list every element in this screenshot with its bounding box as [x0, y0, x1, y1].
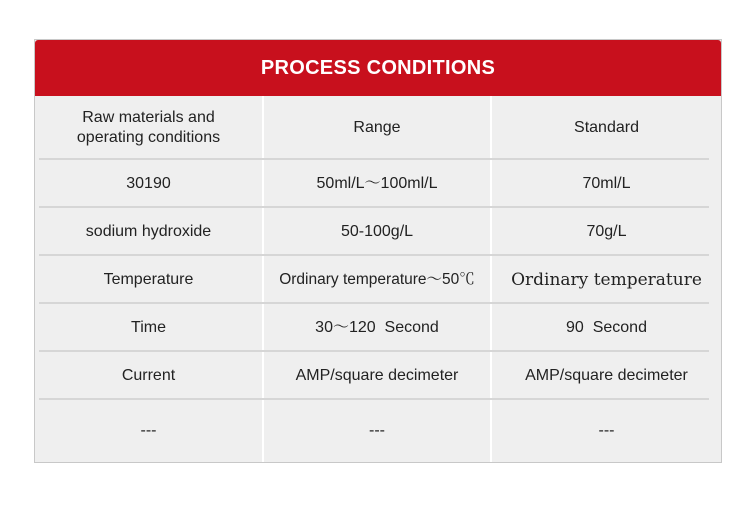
- table-cell-standard: 70g/L: [586, 223, 627, 240]
- process-conditions-card: [34, 39, 722, 463]
- table-title: PROCESS CONDITIONS: [260, 56, 496, 79]
- table-cell-standard: 70ml/L: [582, 175, 631, 192]
- table-cell-range: AMP/square decimeter: [264, 352, 492, 400]
- process-conditions-table: [35, 96, 721, 462]
- table-cell-range: ---: [264, 400, 492, 462]
- table-cell-standard: 90 Second: [566, 319, 647, 336]
- table-row: [35, 304, 721, 352]
- table-row: [35, 400, 721, 462]
- table-cell-condition: Current: [35, 352, 264, 400]
- column-header-standard: Standard: [574, 119, 639, 136]
- column-header-raw-materials: Raw materials and operating conditions: [35, 96, 264, 160]
- table-cell-standard: ---: [598, 422, 615, 439]
- table-cell-range: Ordinary temperature～50℃: [264, 256, 492, 304]
- table-cell-standard: AMP/square decimeter: [525, 367, 688, 384]
- table-row: [35, 160, 721, 208]
- table-cell-condition: 30190: [35, 160, 264, 208]
- table-row: [35, 256, 721, 304]
- column-header-row: [35, 96, 721, 160]
- table-cell-condition: Time: [35, 304, 264, 352]
- table-cell-range: 50-100g/L: [264, 208, 492, 256]
- table-cell-condition: ---: [35, 400, 264, 462]
- table-cell-range: 30～120 Second: [264, 304, 492, 352]
- table-cell-condition: sodium hydroxide: [35, 208, 264, 256]
- table-row: [35, 352, 721, 400]
- table-cell-range: 50ml/L～100ml/L: [264, 160, 492, 208]
- column-header-range: Range: [264, 96, 492, 160]
- table-header-bar: [35, 40, 721, 96]
- table-row: [35, 208, 721, 256]
- table-cell-condition: Temperature: [35, 256, 264, 304]
- table-cell-standard: Ordinary temperature: [511, 270, 702, 290]
